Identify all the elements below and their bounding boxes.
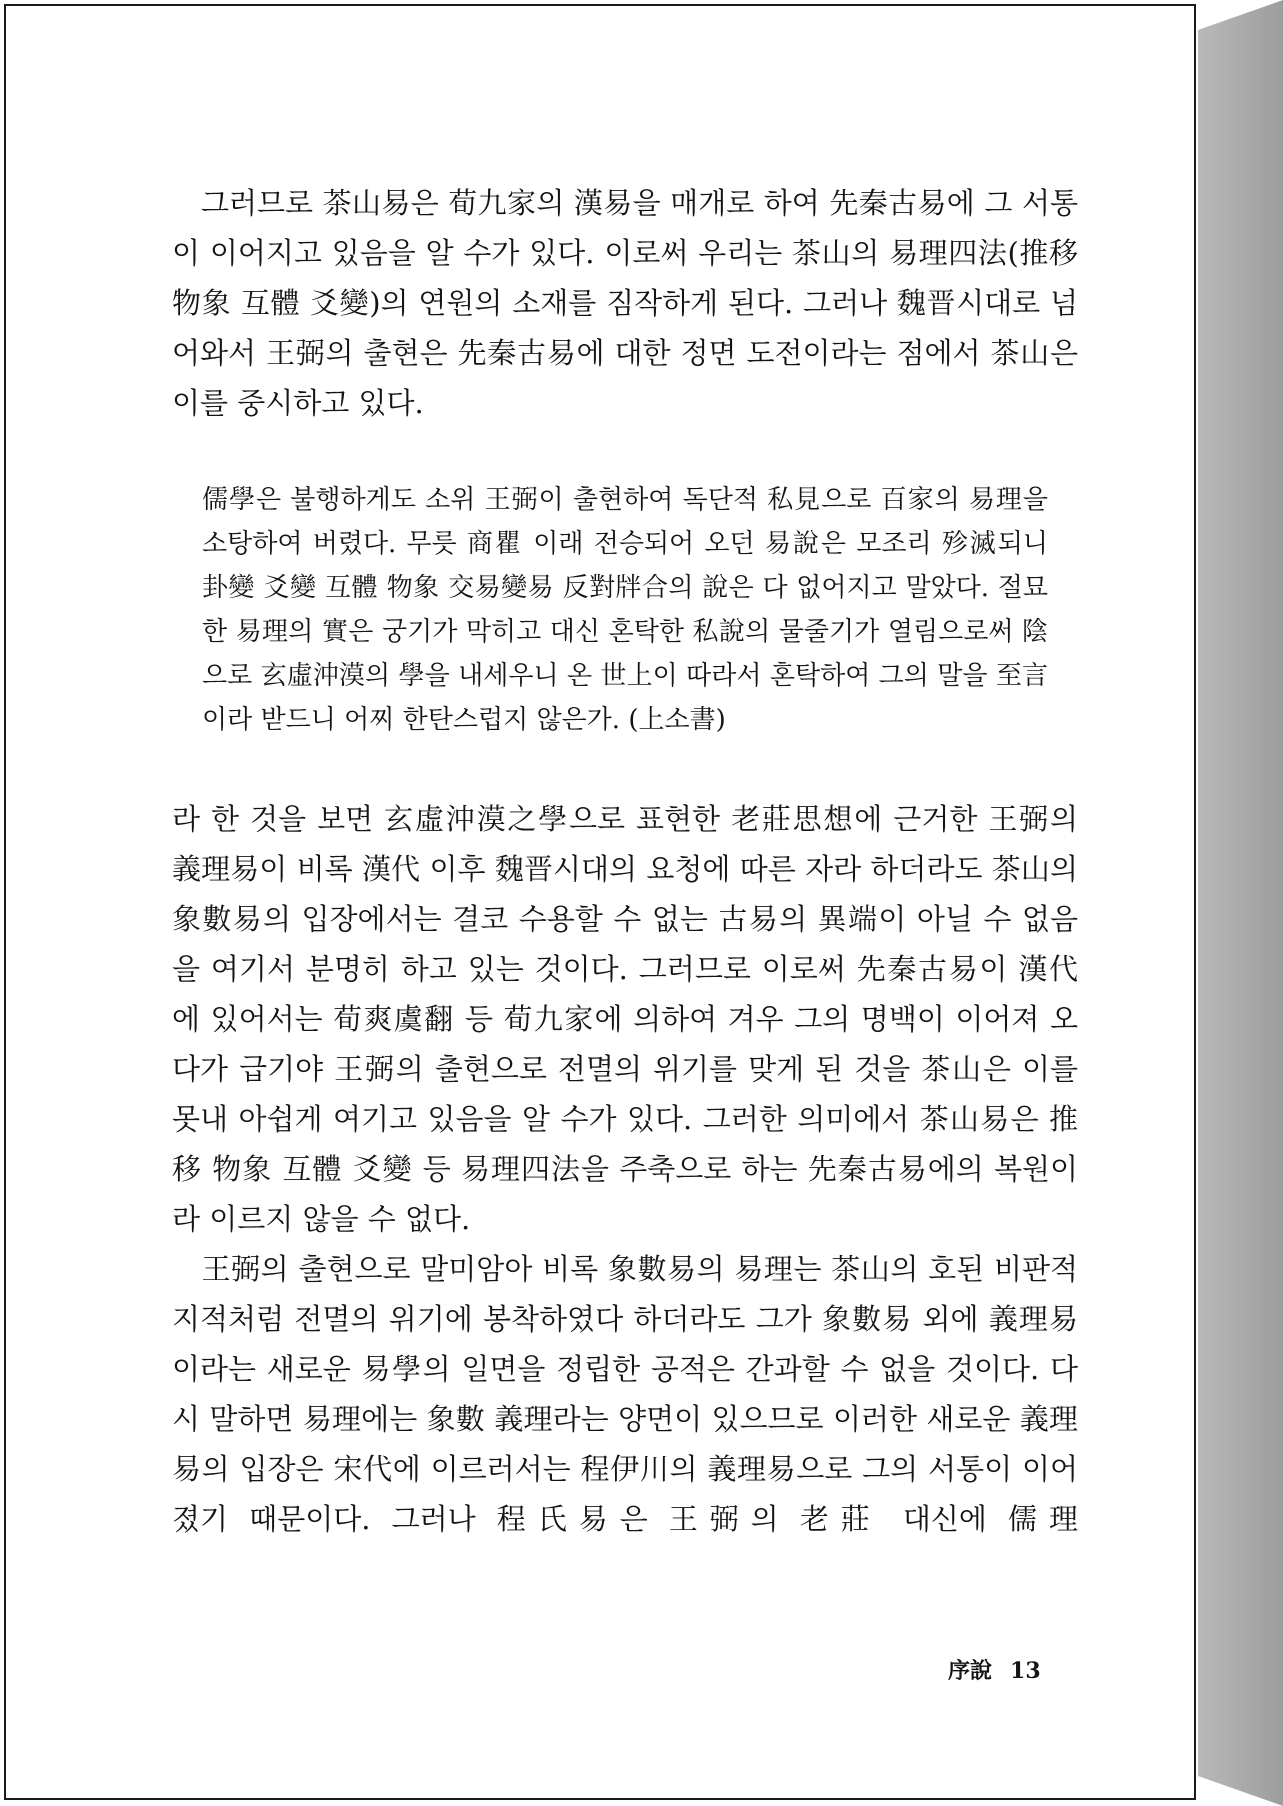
book-edge <box>1198 0 1283 1806</box>
paragraph-2-text: 라 한 것을 보면 玄虛沖漠之學으로 표현한 老莊思想에 근거한 王弼의 義理易이 비록 漢代 이후 魏晋시대의 요청에 따른 자라 하더라도 茶山의 象數易의 입장에서는 결코 수용할 수 없는 古易의 異端이 아닐 수 없음을 여기서 분명히 하고 있는 것이다. 그러므로 이로써 先秦古易이 漢代에 있어서는 荀爽虞翻 등 荀九家에 의하여 겨우 그의 명백이 이어져 오다가 급기야 王弼의 출현으로 전멸의 위기를 맞게 된 것을 茶山은 이를 못내 아쉽게 여기고 있음을 알 수가 있다. 그러한 의미에서 茶山易은 推移 物象 互體 爻變 등 易理四法을 주축으로 하는 先秦古易에의 복원이라 이르지 않을 수 없다. <box>172 802 1078 1236</box>
page <box>4 4 1196 1800</box>
paragraph-3-text: 王弼의 출현으로 말미암아 비록 象數易의 易理는 茶山의 호된 비판적 지적처럼 전멸의 위기에 봉착하였다 하더라도 그가 象數易 외에 義理易이라는 새로운 易學의 일면을 정립한 공적은 간과할 수 없을 것이다. 다시 말하면 易理에는 象數 義理라는 양면이 있으므로 이러한 새로운 義理易의 입장은 宋代에 이르러서는 程伊川의 義理易으로 그의 서통이 이어졌기 때문이다. 그러나 程氏易은 王弼의 老莊 대신에 儒理 <box>172 1252 1078 1536</box>
page-footer <box>948 1654 1041 1685</box>
paragraph-1 <box>172 178 1078 428</box>
paragraph-3 <box>172 1244 1078 1544</box>
paragraph-1-text: 그러므로 茶山易은 荀九家의 漢易을 매개로 하여 先秦古易에 그 서통이 이어지고 있음을 알 수가 있다. 이로써 우리는 茶山의 易理四法(推移 物象 互體 爻變)의 연원의 소재를 짐작하게 된다. 그러나 魏晋시대로 넘어와서 王弼의 출현은 先秦古易에 대한 정면 도전이라는 점에서 茶山은 이를 중시하고 있다. <box>172 186 1078 420</box>
section-title: 序說 <box>948 1658 993 1684</box>
block-quote-text: 儒學은 불행하게도 소위 王弼이 출현하여 독단적 私見으로 百家의 易理을 소탕하여 버렸다. 무릇 商瞿 이래 전승되어 오던 易說은 모조리 殄滅되니 卦變 爻變 互體 物象 交易變易 反對牉合의 說은 다 없어지고 말았다. 절묘한 易理의 實은 궁기가 막히고 대신 혼탁한 私說의 물줄기가 열림으로써 陰으로 玄虛沖漠의 學을 내세우니 온 世上이 따라서 혼탁하여 그의 말을 至言이라 받드니 어찌 한탄스럽지 않은가. (上소書) <box>202 485 1048 735</box>
page-content <box>172 178 1078 1544</box>
paragraph-2 <box>172 794 1078 1244</box>
book-edge-bottom <box>1198 1776 1283 1806</box>
block-quote <box>202 478 1048 742</box>
book-edge-top <box>1198 0 1283 30</box>
page-number: 13 <box>1010 1658 1041 1684</box>
